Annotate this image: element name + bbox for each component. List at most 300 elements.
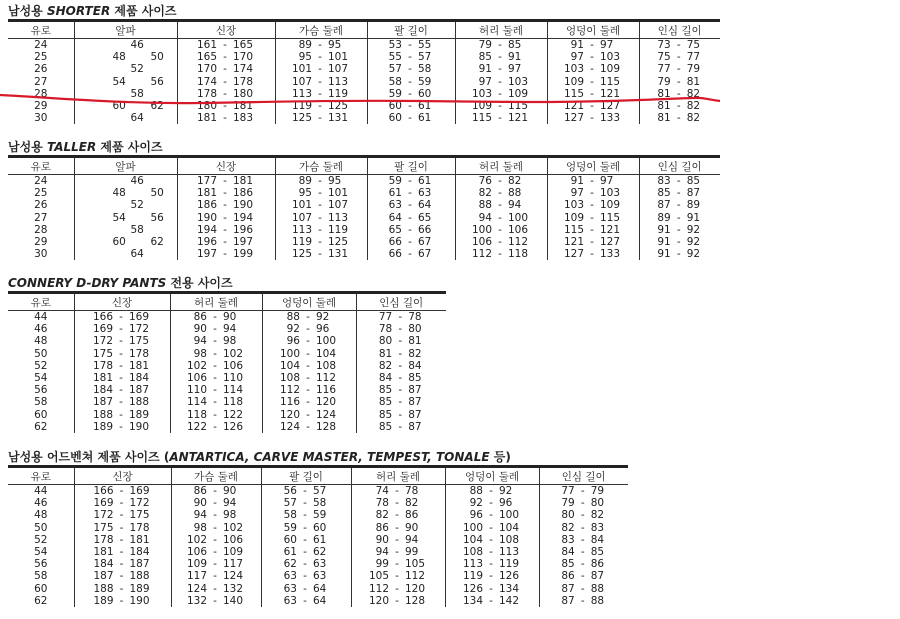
arm-range	[367, 100, 455, 112]
alpha-right: 56	[150, 75, 164, 88]
range-dash: -	[119, 558, 124, 571]
range-max: 90	[223, 485, 237, 498]
inseam-range	[356, 384, 446, 396]
range-dash: -	[498, 187, 502, 200]
range-max: 103	[600, 51, 621, 64]
range-min: 85	[478, 51, 492, 64]
range-min: 63	[283, 570, 297, 583]
alpha-center: 46	[130, 175, 144, 188]
range-max: 109	[600, 63, 621, 76]
range-dash: -	[498, 248, 502, 261]
euro-size: 30	[34, 248, 48, 261]
range-max: 112	[508, 236, 529, 249]
range-max: 85	[408, 372, 422, 385]
range-max: 58	[418, 63, 432, 76]
euro-size: 26	[34, 63, 48, 76]
range-dash: -	[408, 187, 412, 200]
range-dash: -	[213, 594, 217, 607]
arm-range	[367, 224, 455, 236]
range-min: 88	[469, 485, 483, 498]
range-max: 128	[316, 420, 337, 433]
range-dash: -	[398, 347, 403, 360]
chest-range	[171, 546, 261, 558]
range-dash: -	[498, 63, 502, 76]
euro-size: 52	[34, 533, 48, 546]
range-max: 88	[590, 582, 605, 595]
range-dash: -	[408, 199, 412, 212]
range-min: 66	[388, 248, 402, 261]
range-min: 103	[563, 63, 584, 76]
range-dash: -	[213, 485, 217, 498]
arm-range	[367, 187, 455, 199]
range-max: 125	[328, 100, 349, 113]
height-range	[177, 100, 275, 112]
range-max: 115	[600, 75, 621, 88]
range-max: 86	[405, 509, 419, 522]
range-dash: -	[119, 420, 123, 433]
range-dash: -	[580, 485, 585, 498]
table-row	[8, 570, 628, 582]
chest-range	[275, 39, 367, 52]
range-min: 79	[657, 75, 671, 88]
waist-range	[455, 88, 547, 100]
range-max: 90	[223, 311, 237, 324]
arm-range	[261, 509, 351, 521]
range-min: 77	[561, 485, 575, 498]
column-header: 허리 둘레	[170, 294, 262, 311]
range-dash: -	[676, 63, 681, 76]
range-min: 89	[298, 175, 312, 188]
range-dash: -	[398, 311, 403, 324]
range-max: 186	[233, 187, 254, 200]
shorter-size-table	[8, 22, 720, 124]
arm-range	[261, 595, 351, 607]
range-max: 61	[418, 100, 432, 113]
chest-range	[275, 51, 367, 63]
alpha-size	[74, 199, 177, 211]
range-min: 58	[283, 509, 297, 522]
table-row	[8, 421, 446, 433]
range-max: 94	[405, 533, 419, 546]
hip-range	[445, 595, 539, 607]
range-min: 96	[469, 509, 483, 522]
column-header: 인심 길이	[356, 294, 446, 311]
waist-range	[170, 396, 262, 408]
table-row	[8, 348, 446, 360]
euro-size: 28	[34, 87, 48, 100]
hip-range	[547, 236, 639, 248]
range-max: 82	[508, 175, 522, 188]
range-max: 124	[316, 408, 337, 421]
range-dash: -	[223, 175, 227, 188]
connery-size-table	[8, 294, 446, 433]
table-row	[8, 224, 720, 236]
range-max: 113	[328, 211, 349, 224]
range-max: 92	[686, 248, 701, 261]
range-dash: -	[408, 87, 412, 100]
range-max: 75	[686, 39, 701, 52]
range-max: 64	[313, 594, 327, 607]
euro-size: 29	[34, 236, 48, 249]
waist-range	[455, 248, 547, 260]
inseam-range	[639, 76, 720, 88]
height-range	[74, 323, 170, 335]
range-max: 169	[129, 311, 150, 324]
range-min: 181	[196, 187, 217, 200]
range-dash: -	[676, 112, 681, 125]
column-header: 허리 둘레	[351, 468, 445, 485]
hip-range	[547, 248, 639, 260]
range-min: 197	[196, 248, 217, 261]
inseam-range	[356, 372, 446, 384]
inseam-range	[639, 112, 720, 124]
taller-size-table	[8, 158, 720, 260]
range-max: 124	[223, 570, 244, 583]
range-dash: -	[318, 223, 322, 236]
waist-range	[170, 384, 262, 396]
range-min: 120	[368, 594, 389, 607]
column-header: 유로	[8, 158, 74, 175]
range-dash: -	[223, 75, 227, 88]
table-row	[8, 199, 720, 211]
range-min: 175	[93, 521, 114, 534]
range-max: 187	[129, 558, 150, 571]
waist-range	[170, 335, 262, 347]
range-min: 85	[378, 396, 393, 409]
range-min: 161	[196, 39, 217, 52]
inseam-range	[539, 570, 628, 582]
range-min: 172	[93, 509, 114, 522]
range-max: 128	[405, 594, 426, 607]
range-dash: -	[580, 533, 585, 546]
range-dash: -	[318, 187, 322, 200]
range-min: 180	[196, 100, 217, 113]
range-dash: -	[213, 570, 217, 583]
waist-range	[351, 509, 445, 521]
range-dash: -	[590, 100, 594, 113]
range-dash: -	[303, 570, 307, 583]
range-max: 80	[590, 497, 605, 510]
chest-range	[275, 76, 367, 88]
range-dash: -	[676, 39, 681, 52]
table-row	[8, 51, 720, 63]
range-min: 76	[478, 175, 492, 188]
range-min: 134	[462, 594, 483, 607]
arm-range	[261, 485, 351, 498]
range-dash: -	[398, 396, 403, 409]
inseam-range	[356, 409, 446, 421]
waist-range	[351, 583, 445, 595]
range-min: 118	[186, 408, 207, 421]
euro-size: 56	[34, 384, 48, 397]
range-dash: -	[408, 100, 412, 113]
range-max: 126	[223, 420, 244, 433]
range-dash: -	[398, 323, 403, 336]
range-min: 78	[378, 323, 393, 336]
range-dash: -	[676, 248, 681, 261]
range-min: 94	[193, 509, 207, 522]
range-dash: -	[498, 175, 502, 188]
range-min: 188	[92, 408, 113, 421]
hip-range	[262, 323, 356, 335]
alpha-size	[74, 212, 177, 224]
range-dash: -	[580, 521, 585, 534]
range-dash: -	[303, 558, 307, 571]
range-max: 77	[686, 51, 701, 64]
range-dash: -	[398, 384, 403, 397]
range-min: 53	[388, 39, 402, 52]
range-dash: -	[213, 396, 217, 409]
range-dash: -	[119, 509, 124, 522]
range-min: 125	[291, 248, 312, 261]
range-min: 106	[186, 372, 207, 385]
range-min: 83	[657, 175, 671, 188]
euro-size: 27	[34, 75, 48, 88]
range-min: 189	[92, 420, 113, 433]
range-max: 103	[508, 75, 529, 88]
range-min: 78	[375, 497, 389, 510]
range-dash: -	[395, 485, 399, 498]
range-dash: -	[489, 533, 493, 546]
range-dash: -	[213, 497, 217, 510]
range-max: 125	[328, 236, 349, 249]
range-max: 61	[313, 533, 327, 546]
height-range	[74, 534, 171, 546]
taller-section	[8, 140, 720, 260]
height-range	[177, 88, 275, 100]
range-max: 131	[328, 248, 349, 261]
range-min: 126	[462, 582, 483, 595]
range-max: 95	[328, 39, 342, 52]
range-max: 103	[600, 187, 621, 200]
range-min: 108	[462, 546, 483, 559]
euro-size: 60	[34, 582, 48, 595]
range-dash: -	[318, 199, 322, 212]
range-dash: -	[676, 236, 681, 249]
range-max: 96	[316, 323, 330, 336]
hip-range	[547, 212, 639, 224]
range-min: 63	[283, 582, 297, 595]
euro-size: 52	[34, 359, 48, 372]
waist-range	[351, 485, 445, 498]
euro-size: 54	[34, 372, 48, 385]
inseam-range	[539, 558, 628, 570]
inseam-range	[356, 348, 446, 360]
range-min: 77	[378, 311, 393, 324]
range-dash: -	[395, 594, 399, 607]
inseam-range	[539, 583, 628, 595]
waist-range	[170, 323, 262, 335]
range-min: 109	[563, 211, 584, 224]
inseam-range	[356, 421, 446, 433]
range-max: 175	[129, 335, 150, 348]
range-dash: -	[408, 211, 412, 224]
range-min: 85	[561, 558, 575, 571]
waist-range	[455, 39, 547, 52]
height-range	[74, 509, 171, 521]
range-min: 103	[563, 199, 584, 212]
range-min: 100	[279, 347, 300, 360]
alpha-center: 58	[130, 223, 144, 236]
range-max: 113	[499, 546, 520, 559]
range-max: 61	[418, 112, 432, 125]
table-row	[8, 175, 720, 188]
range-max: 118	[508, 248, 529, 261]
range-min: 82	[478, 187, 492, 200]
waist-range	[455, 212, 547, 224]
range-max: 96	[499, 497, 513, 510]
arm-range	[367, 51, 455, 63]
range-min: 109	[471, 100, 492, 113]
range-dash: -	[580, 546, 585, 559]
range-min: 86	[193, 311, 207, 324]
range-min: 95	[298, 187, 312, 200]
range-min: 113	[291, 223, 312, 236]
range-dash: -	[590, 39, 594, 52]
inseam-range	[639, 100, 720, 112]
range-min: 87	[657, 199, 671, 212]
range-max: 188	[129, 570, 150, 583]
column-header: 가슴 둘레	[275, 158, 367, 175]
range-dash: -	[408, 223, 412, 236]
range-max: 59	[418, 75, 432, 88]
outdoor-size-table	[8, 468, 628, 607]
range-max: 79	[686, 63, 701, 76]
range-max: 92	[686, 236, 701, 249]
range-max: 55	[418, 39, 432, 52]
range-max: 109	[508, 87, 529, 100]
range-max: 67	[418, 248, 432, 261]
height-range	[177, 248, 275, 260]
range-min: 119	[462, 570, 483, 583]
chest-range	[275, 199, 367, 211]
range-max: 87	[408, 384, 422, 397]
range-dash: -	[489, 594, 493, 607]
chest-range	[275, 224, 367, 236]
range-dash: -	[318, 211, 322, 224]
range-dash: -	[498, 39, 502, 52]
range-min: 59	[283, 521, 297, 534]
hip-range	[547, 39, 639, 52]
range-dash: -	[395, 582, 399, 595]
range-dash: -	[119, 372, 123, 385]
inseam-range	[639, 224, 720, 236]
range-max: 89	[686, 199, 701, 212]
chest-range	[171, 583, 261, 595]
hip-range	[262, 409, 356, 421]
range-dash: -	[489, 497, 493, 510]
hip-range	[547, 199, 639, 211]
hip-range	[445, 570, 539, 582]
range-min: 113	[291, 87, 312, 100]
range-min: 57	[283, 497, 297, 510]
range-dash: -	[398, 359, 403, 372]
range-dash: -	[223, 248, 227, 261]
table-row	[8, 509, 628, 521]
range-max: 132	[223, 582, 244, 595]
column-header: 인심 길이	[539, 468, 628, 485]
inseam-range	[639, 199, 720, 211]
range-max: 82	[686, 112, 701, 125]
range-min: 59	[388, 175, 402, 188]
alpha-center: 52	[130, 199, 144, 212]
table-row	[8, 534, 628, 546]
chest-range	[275, 100, 367, 112]
range-max: 106	[223, 533, 244, 546]
range-dash: -	[408, 112, 412, 125]
height-range	[177, 112, 275, 124]
range-dash: -	[398, 420, 403, 433]
arm-range	[367, 248, 455, 260]
range-min: 89	[657, 211, 671, 224]
range-dash: -	[590, 199, 594, 212]
range-max: 63	[313, 558, 327, 571]
range-max: 82	[686, 100, 701, 113]
waist-range	[455, 112, 547, 124]
height-range	[177, 63, 275, 75]
height-range	[74, 396, 170, 408]
range-min: 65	[388, 223, 402, 236]
waist-range	[455, 63, 547, 75]
arm-range	[261, 522, 351, 534]
range-max: 99	[405, 546, 419, 559]
range-min: 66	[388, 236, 402, 249]
range-max: 82	[408, 347, 422, 360]
range-min: 132	[186, 594, 207, 607]
euro-size: 28	[34, 223, 48, 236]
range-min: 107	[291, 75, 312, 88]
range-max: 66	[418, 223, 432, 236]
range-max: 90	[405, 521, 419, 534]
range-dash: -	[306, 420, 310, 433]
range-min: 127	[563, 112, 584, 125]
range-max: 174	[233, 63, 254, 76]
range-max: 78	[408, 311, 422, 324]
table-row	[8, 323, 446, 335]
range-min: 181	[92, 372, 113, 385]
range-min: 106	[471, 236, 492, 249]
range-min: 60	[388, 100, 402, 113]
height-range	[74, 421, 170, 433]
table-row	[8, 335, 446, 347]
range-min: 99	[375, 558, 389, 571]
range-min: 84	[378, 372, 393, 385]
euro-size: 44	[34, 311, 48, 324]
waist-range	[351, 534, 445, 546]
waist-range	[351, 522, 445, 534]
column-header: 엉덩이 둘레	[445, 468, 539, 485]
chest-range	[275, 112, 367, 124]
range-min: 74	[375, 485, 389, 498]
range-max: 84	[590, 533, 605, 546]
range-dash: -	[676, 87, 681, 100]
range-max: 131	[328, 112, 349, 125]
range-min: 112	[368, 582, 389, 595]
alpha-right: 56	[150, 211, 164, 224]
range-dash: -	[303, 533, 307, 546]
range-min: 187	[92, 396, 113, 409]
euro-size: 62	[34, 594, 48, 607]
inseam-range	[539, 595, 628, 607]
range-max: 133	[600, 248, 621, 261]
range-min: 115	[563, 223, 584, 236]
range-min: 166	[93, 485, 114, 498]
range-min: 86	[561, 570, 575, 583]
table-row	[8, 558, 628, 570]
range-dash: -	[119, 485, 124, 498]
height-range	[74, 595, 171, 607]
waist-range	[455, 51, 547, 63]
